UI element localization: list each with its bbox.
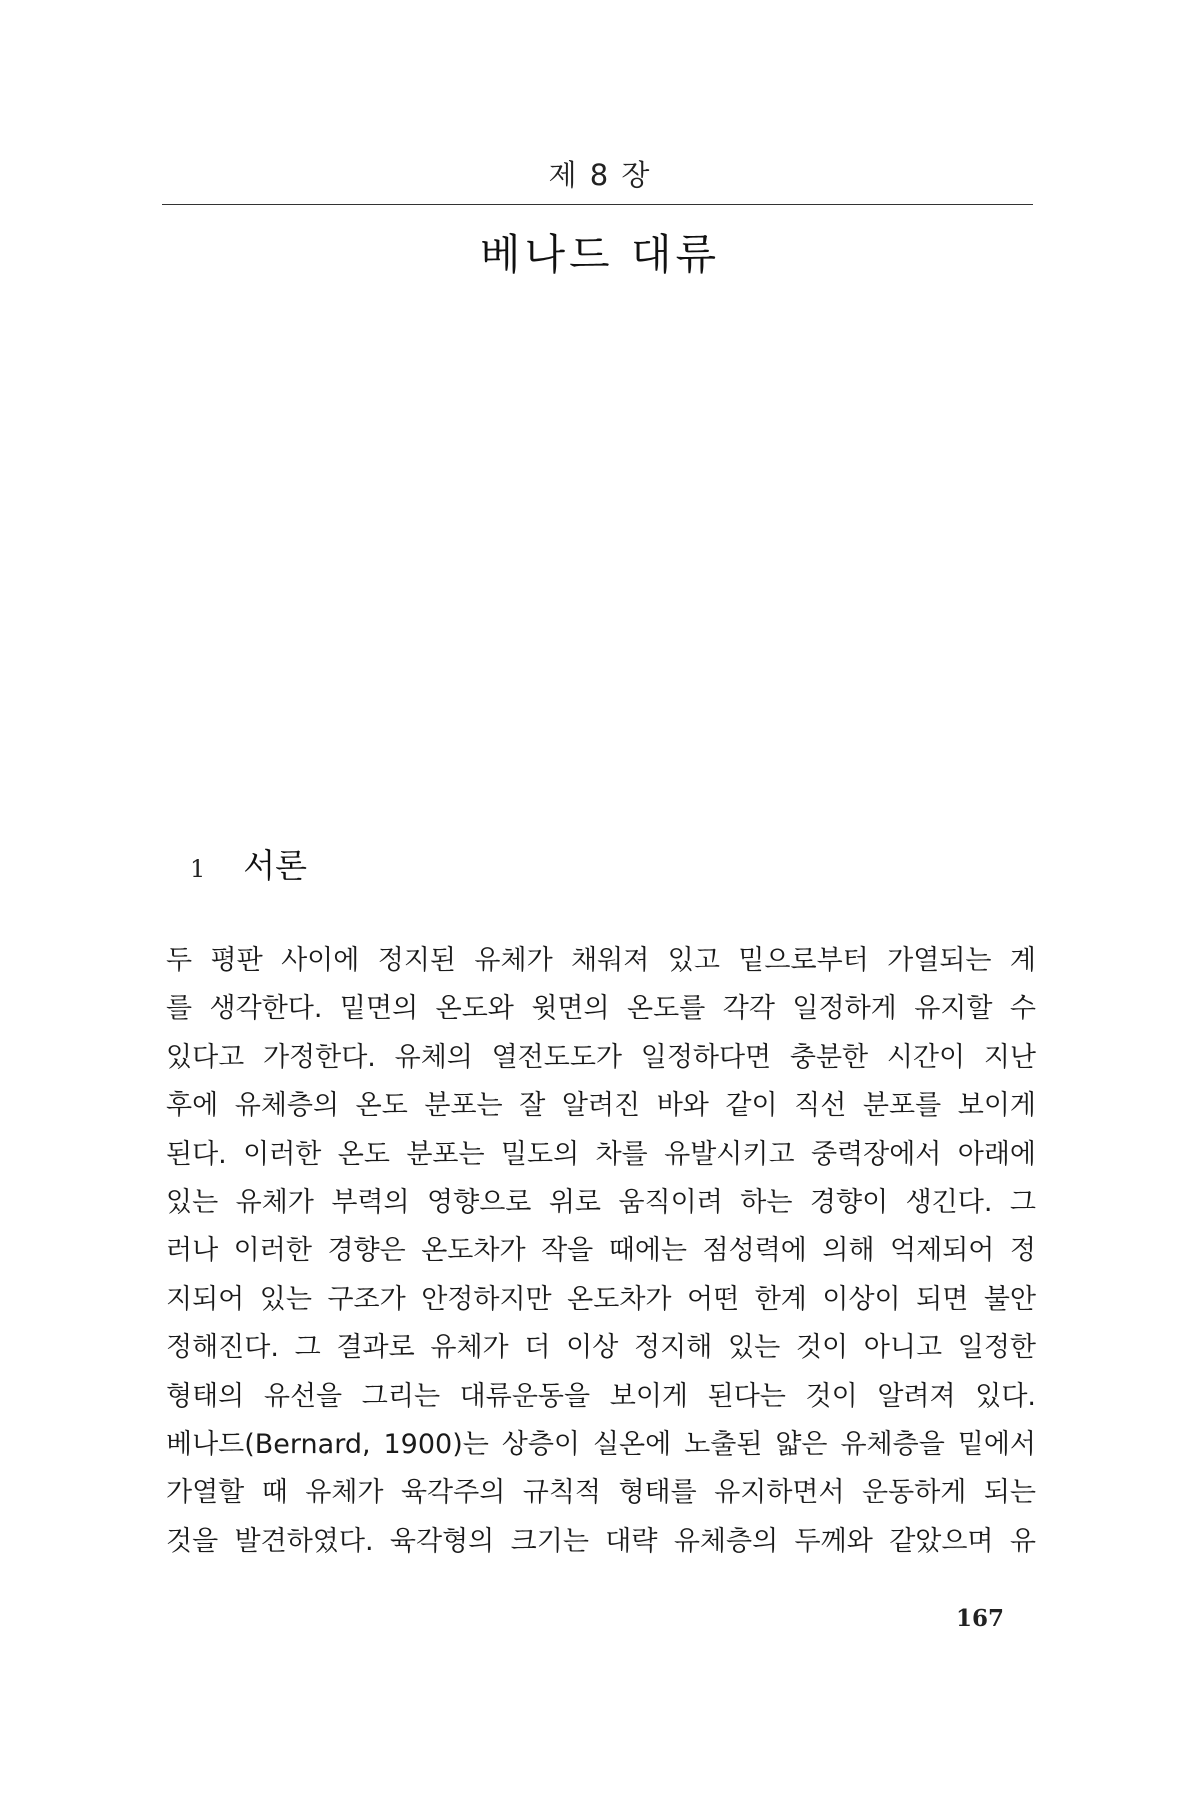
page-number: 167: [955, 1605, 1004, 1632]
chapter-divider: [162, 204, 1033, 205]
body-paragraph: [166, 937, 1036, 1566]
body-line: 를 생각한다. 밑면의 온도와 윗면의 온도를 각각 일정하게 유지할 수: [166, 993, 1036, 1025]
chapter-label: 제 8 장: [548, 158, 652, 192]
body-line: 된다. 이러한 온도 분포는 밀도의 차를 유발시키고 중력장에서 아래에: [166, 1138, 1036, 1170]
body-line: 가열할 때 유체가 육각주의 규칙적 형태를 유지하면서 운동하게 되는: [166, 1477, 1036, 1509]
body-line: 러나 이러한 경향은 온도차가 작을 때에는 점성력에 의해 억제되어 정: [166, 1235, 1036, 1267]
body-line: 정해진다. 그 결과로 유체가 더 이상 정지해 있는 것이 아니고 일정한: [166, 1332, 1036, 1364]
section-number: 1: [190, 855, 206, 883]
body-line: 두 평판 사이에 정지된 유체가 채워져 있고 밑으로부터 가열되는 계: [166, 945, 1036, 976]
body-line: 있는 유체가 부력의 영향으로 위로 움직이려 하는 경향이 생긴다. 그: [166, 1186, 1036, 1218]
body-line: 형태의 유선을 그리는 대류운동을 보이게 된다는 것이 알려져 있다.: [166, 1380, 1036, 1412]
section-heading: [190, 840, 307, 887]
body-line: 후에 유체층의 온도 분포는 잘 알려진 바와 같이 직선 분포를 보이게: [166, 1090, 1036, 1122]
body-line: 베나드(Bernard, 1900)는 상층이 실온에 노출된 얇은 유체층을 밑에서: [166, 1428, 1036, 1460]
section-title: 서론: [243, 846, 308, 885]
body-line: 지되어 있는 구조가 안정하지만 온도차가 어떤 한계 이상이 되면 불안: [166, 1283, 1036, 1315]
body-line: 것을 발견하였다. 육각형의 크기는 대략 유체층의 두께와 같았으며 유: [166, 1525, 1036, 1557]
chapter-title: 베나드 대류: [479, 230, 721, 279]
body-line: 있다고 가정한다. 유체의 열전도도가 일정하다면 충분한 시간이 지난: [166, 1041, 1036, 1073]
